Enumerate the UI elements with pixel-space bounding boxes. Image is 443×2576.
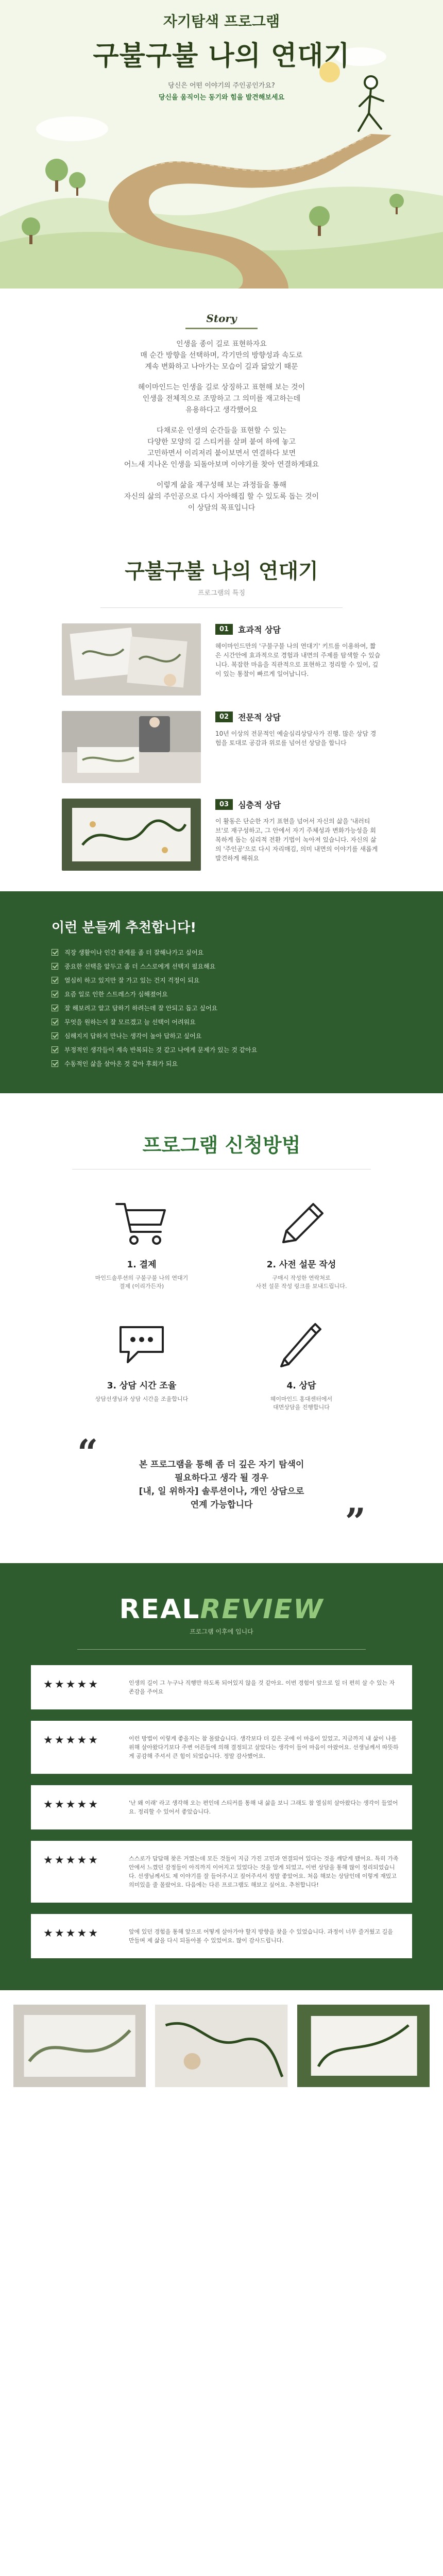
- close-quote-icon: ”: [345, 1500, 366, 1543]
- checkbox-icon: [52, 1060, 58, 1067]
- list-item: [52, 1015, 391, 1029]
- pen-icon: [222, 1316, 381, 1373]
- list-item: [52, 945, 391, 959]
- review-card: [31, 1785, 412, 1829]
- hero-question: 당신은 어떤 이야기의 주인공인가요?: [168, 82, 275, 90]
- story-paragraph: 인생을 종이 길로 표현하자요 매 순간 방향을 선택하며, 각기만의 방향성과 속도로 계속 변화하고 나아가는 모습이 길과 닮았기 때문: [140, 340, 303, 371]
- checkbox-icon: [52, 963, 58, 970]
- star-rating: ★★★★★: [43, 1734, 100, 1746]
- feature-number: 01: [215, 624, 233, 635]
- shopping-cart-icon: [62, 1195, 222, 1252]
- feature-item: [62, 711, 381, 783]
- checkbox-icon: [52, 949, 58, 956]
- list-item: [52, 1001, 391, 1015]
- features-subtitle: 프로그램의 특징: [197, 589, 246, 597]
- step-item: [62, 1316, 222, 1412]
- step-name: 4. 상담: [286, 1381, 316, 1391]
- feature-item: [62, 623, 381, 696]
- review-text: 인생의 길이 그 누구나 직행만 하도록 되어있지 않을 것 같아요. 이번 경험이 앞으로 일 더 편히 살 수 있는 자존감을 주어요: [129, 1680, 395, 1695]
- review-text: 스스로가 답답해 찾은 거였는데 모든 것들이 지금 가진 고민과 연결되어 있다는 것을 깨닫게 됐어요. 특히 가족 안에서 느꼈던 감정들이 아직까지 이어지고 있었다는 것을 알게 되었고, 이번 상담을 통해 많이 정리되었습니다. 선생님께서도 제 이야기를 잘 들어주시고 짚어주셔서 정말 좋았어요. 처음 해보는 상담인데 이렇게 재밌고 의미있을 줄 몰랐어요. 다음에는 다른 프로그램도 해보고 싶어요. 추천합니다!: [129, 1855, 399, 1888]
- step-item: [222, 1195, 381, 1291]
- review-card: [31, 1914, 412, 1958]
- hero-banner: [0, 0, 443, 289]
- story-paragraph: 헤이마인드는 인생을 길로 상징하고 표현해 보는 것이 인생을 전체적으로 조망하고 그 의미를 재고하는데 유용하다고 생각했어요: [138, 383, 305, 414]
- story-paragraph: 다채로운 인생의 순간들을 표현할 수 있는 다양한 모양의 길 스티커를 살펴 붙여 하에 놓고 고민하면서 이리저리 붙이보면서 연결하다 보면 어느새 지나온 인생을 되돌아보며 이야기를 찾아 연결하게돼요: [124, 427, 319, 469]
- hero-text: [0, 10, 443, 101]
- recommend-list: [52, 945, 391, 1071]
- star-rating: ★★★★★: [43, 1798, 100, 1810]
- list-item: [52, 987, 391, 1001]
- story-tag: Story: [185, 309, 257, 329]
- step-name: 2. 사전 설문 작성: [266, 1260, 336, 1270]
- checkbox-icon: [52, 977, 58, 984]
- divider: [72, 1169, 371, 1170]
- step-name: 3. 상담 시간 조율: [107, 1381, 177, 1391]
- hero-question-highlight: 당신을 움직이는 동기와 힘을 발견해보세요: [158, 94, 285, 101]
- feature-photo: [62, 711, 201, 783]
- feature-number: 03: [215, 799, 233, 810]
- step-desc: 구매시 작성한 연락처로 사전 설문 작성 링크를 보내드립니다.: [255, 1275, 347, 1290]
- review-section: [0, 1563, 443, 1990]
- story-section: [0, 289, 443, 529]
- feature-number: 02: [215, 711, 233, 722]
- recommend-section: [0, 891, 443, 1093]
- recommend-text: 요즘 일로 인한 스트레스가 심해졌어요: [64, 991, 168, 998]
- star-rating: ★★★★★: [43, 1927, 100, 1939]
- chat-bubble-icon: [62, 1316, 222, 1373]
- list-item: [52, 1057, 391, 1071]
- step-desc: 마인드솔루션의 구불구불 나의 연대기 결제 (이리가든자): [95, 1275, 189, 1290]
- recommend-title: 이런 분들께 추천합니다!: [52, 920, 197, 936]
- recommend-text: 심해지지 답하지 만나는 생각이 높아 답하고 싶어요: [64, 1032, 202, 1040]
- step-desc: 상담선생님과 상담 시간을 조율합니다: [95, 1396, 189, 1402]
- step-item: [222, 1316, 381, 1412]
- review-text: 이런 방법이 이렇게 좋을지는 참 몰랐습니다. 생각보다 더 깊은 곳에 이 마음이 있었고, 지금까지 내 삶이 나를 위해 살아왔다기보다 주변 어른들에 의해 결정되고 살았다는 생각이 들어 마음이 아팠어요. 선생님께서 따뜻하게 공감해 주셔서 큰 힘이 되었습니다. 정말 감사했어요.: [129, 1735, 399, 1759]
- list-item: [52, 959, 391, 973]
- recommend-text: 잘 해보려고 알고 답하기 하려는데 잘 안되고 돕고 싶어요: [64, 1005, 218, 1012]
- review-card: [31, 1721, 412, 1774]
- recommend-text: 직장 생활이나 인간 관계를 좀 더 잘해나가고 싶어요: [64, 949, 204, 956]
- feature-label: 심층적 상담: [238, 800, 281, 810]
- review-card: [31, 1841, 412, 1903]
- review-text: '난 왜 이래' 라고 생각해 오는 편인데 스티커를 통해 내 삶을 보니 그래도 참 열심히 살아왔다는 생각이 들었어요. 정리할 수 있어서 좋았습니다.: [129, 1800, 398, 1815]
- checkbox-icon: [52, 1046, 58, 1053]
- quote-text: 본 프로그램을 통해 좀 더 깊은 자기 탐색이 필요하다고 생각 될 경우 [내, 일 위하자] 솔루션이나, 개인 상담으로 연계 가능합니다: [139, 1460, 304, 1510]
- star-rating: ★★★★★: [43, 1854, 100, 1866]
- story-paragraph: 이렇게 삶을 재구성해 보는 과정들을 통해 자신의 삶의 주인공으로 다시 자아해집 할 수 있도록 돕는 것이 이 상담의 목표입니다: [124, 481, 319, 512]
- hero-super-title: 자기탐색 프로그램: [163, 13, 280, 30]
- review-text: 앞에 있던 경험을 통해 앞으로 어떻게 살아가야 할지 방향을 찾을 수 있었습니다. 과정이 너무 즐거웠고 길을 만들며 제 삶을 다시 되돌아볼 수 있었어요. 많이 감사드립니다.: [129, 1928, 393, 1944]
- review-title: [0, 1594, 443, 1625]
- recommend-text: 중요한 선택을 앞두고 좀 더 스스로에게 선택지 필요해요: [64, 963, 216, 970]
- gallery-photo: [297, 2005, 430, 2087]
- divider: [100, 607, 343, 608]
- checkbox-icon: [52, 991, 58, 997]
- checkbox-icon: [52, 1032, 58, 1039]
- gallery-photo: [155, 2005, 287, 2087]
- recommend-text: 무엇을 원하는지 잘 모르겠고 늘 선택이 어려워요: [64, 1019, 196, 1026]
- features-section: [0, 555, 443, 871]
- feature-label: 효과적 상담: [238, 625, 281, 635]
- recommend-text: 수동적인 삶을 살아온 것 같아 후회가 되요: [64, 1060, 178, 1067]
- step-item: [62, 1195, 222, 1291]
- open-quote-icon: “: [77, 1431, 98, 1474]
- review-title-real: REAL: [119, 1594, 200, 1625]
- apply-title: 프로그램 신청방법: [142, 1134, 301, 1157]
- star-rating: ★★★★★: [43, 1678, 100, 1690]
- feature-photo: [62, 799, 201, 871]
- feature-body: 10년 이상의 전문적인 예술심리상담사가 진행. 많은 상담 경험을 토대로 공감과 위로를 넘어선 상담을 합니다: [215, 730, 377, 747]
- checkbox-icon: [52, 1019, 58, 1025]
- checkbox-icon: [52, 1005, 58, 1011]
- feature-label: 전문적 상담: [238, 713, 281, 722]
- features-title: 구불구불 나의 연대기: [125, 560, 318, 583]
- review-title-review: REVIEW: [200, 1594, 324, 1625]
- apply-section: [0, 1093, 443, 1412]
- list-item: [52, 973, 391, 987]
- review-subtitle: 프로그램 이후에 입니다: [190, 1628, 253, 1635]
- list-item: [52, 1043, 391, 1057]
- feature-item: [62, 799, 381, 871]
- pencil-icon: [222, 1195, 381, 1252]
- hero-title: 구불구불 나의 연대기: [93, 41, 350, 72]
- divider: [77, 1649, 366, 1650]
- feature-photo: [62, 623, 201, 696]
- quote-block: [77, 1431, 366, 1543]
- feature-body: 이 활동은 단순한 자기 표현을 넘어서 자신의 삶을 '내러티브'로 재구성하고, 그 안에서 자기 주체성과 변화가능성을 회복하게 돕는 심리적 전환 기법이 녹아져 있습니다. 자신의 삶의 '주인공'으로 다시 자리매김, 의미 내면의 이야기를 새롭게 발견하게 해줘요: [215, 818, 378, 862]
- photo-gallery: [0, 1990, 443, 2100]
- list-item: [52, 1029, 391, 1043]
- gallery-photo: [13, 2005, 146, 2087]
- step-desc: 헤이마인드 홍대센터에서 대면상담을 진행합니다: [270, 1396, 333, 1411]
- review-card: [31, 1665, 412, 1709]
- recommend-text: 열심히 하고 있지만 잘 가고 있는 건지 걱정이 되요: [64, 977, 200, 984]
- step-name: 1. 결제: [127, 1260, 157, 1270]
- feature-body: 헤이마인드만의 '구불구불 나의 연대기' 키트를 이용하여, 짧은 시간안에 효과적으로 경험과 내면의 주제를 탐색할 수 있습니다. 복잡한 마음을 직관적으로 표현하고 정리할 수 있어, 깊이 있는 통찰이 빠르게 일어납니다.: [215, 642, 381, 677]
- recommend-text: 부정적인 생각들이 계속 반복되는 것 같고 나에게 문제가 있는 것 같아요: [64, 1046, 258, 1054]
